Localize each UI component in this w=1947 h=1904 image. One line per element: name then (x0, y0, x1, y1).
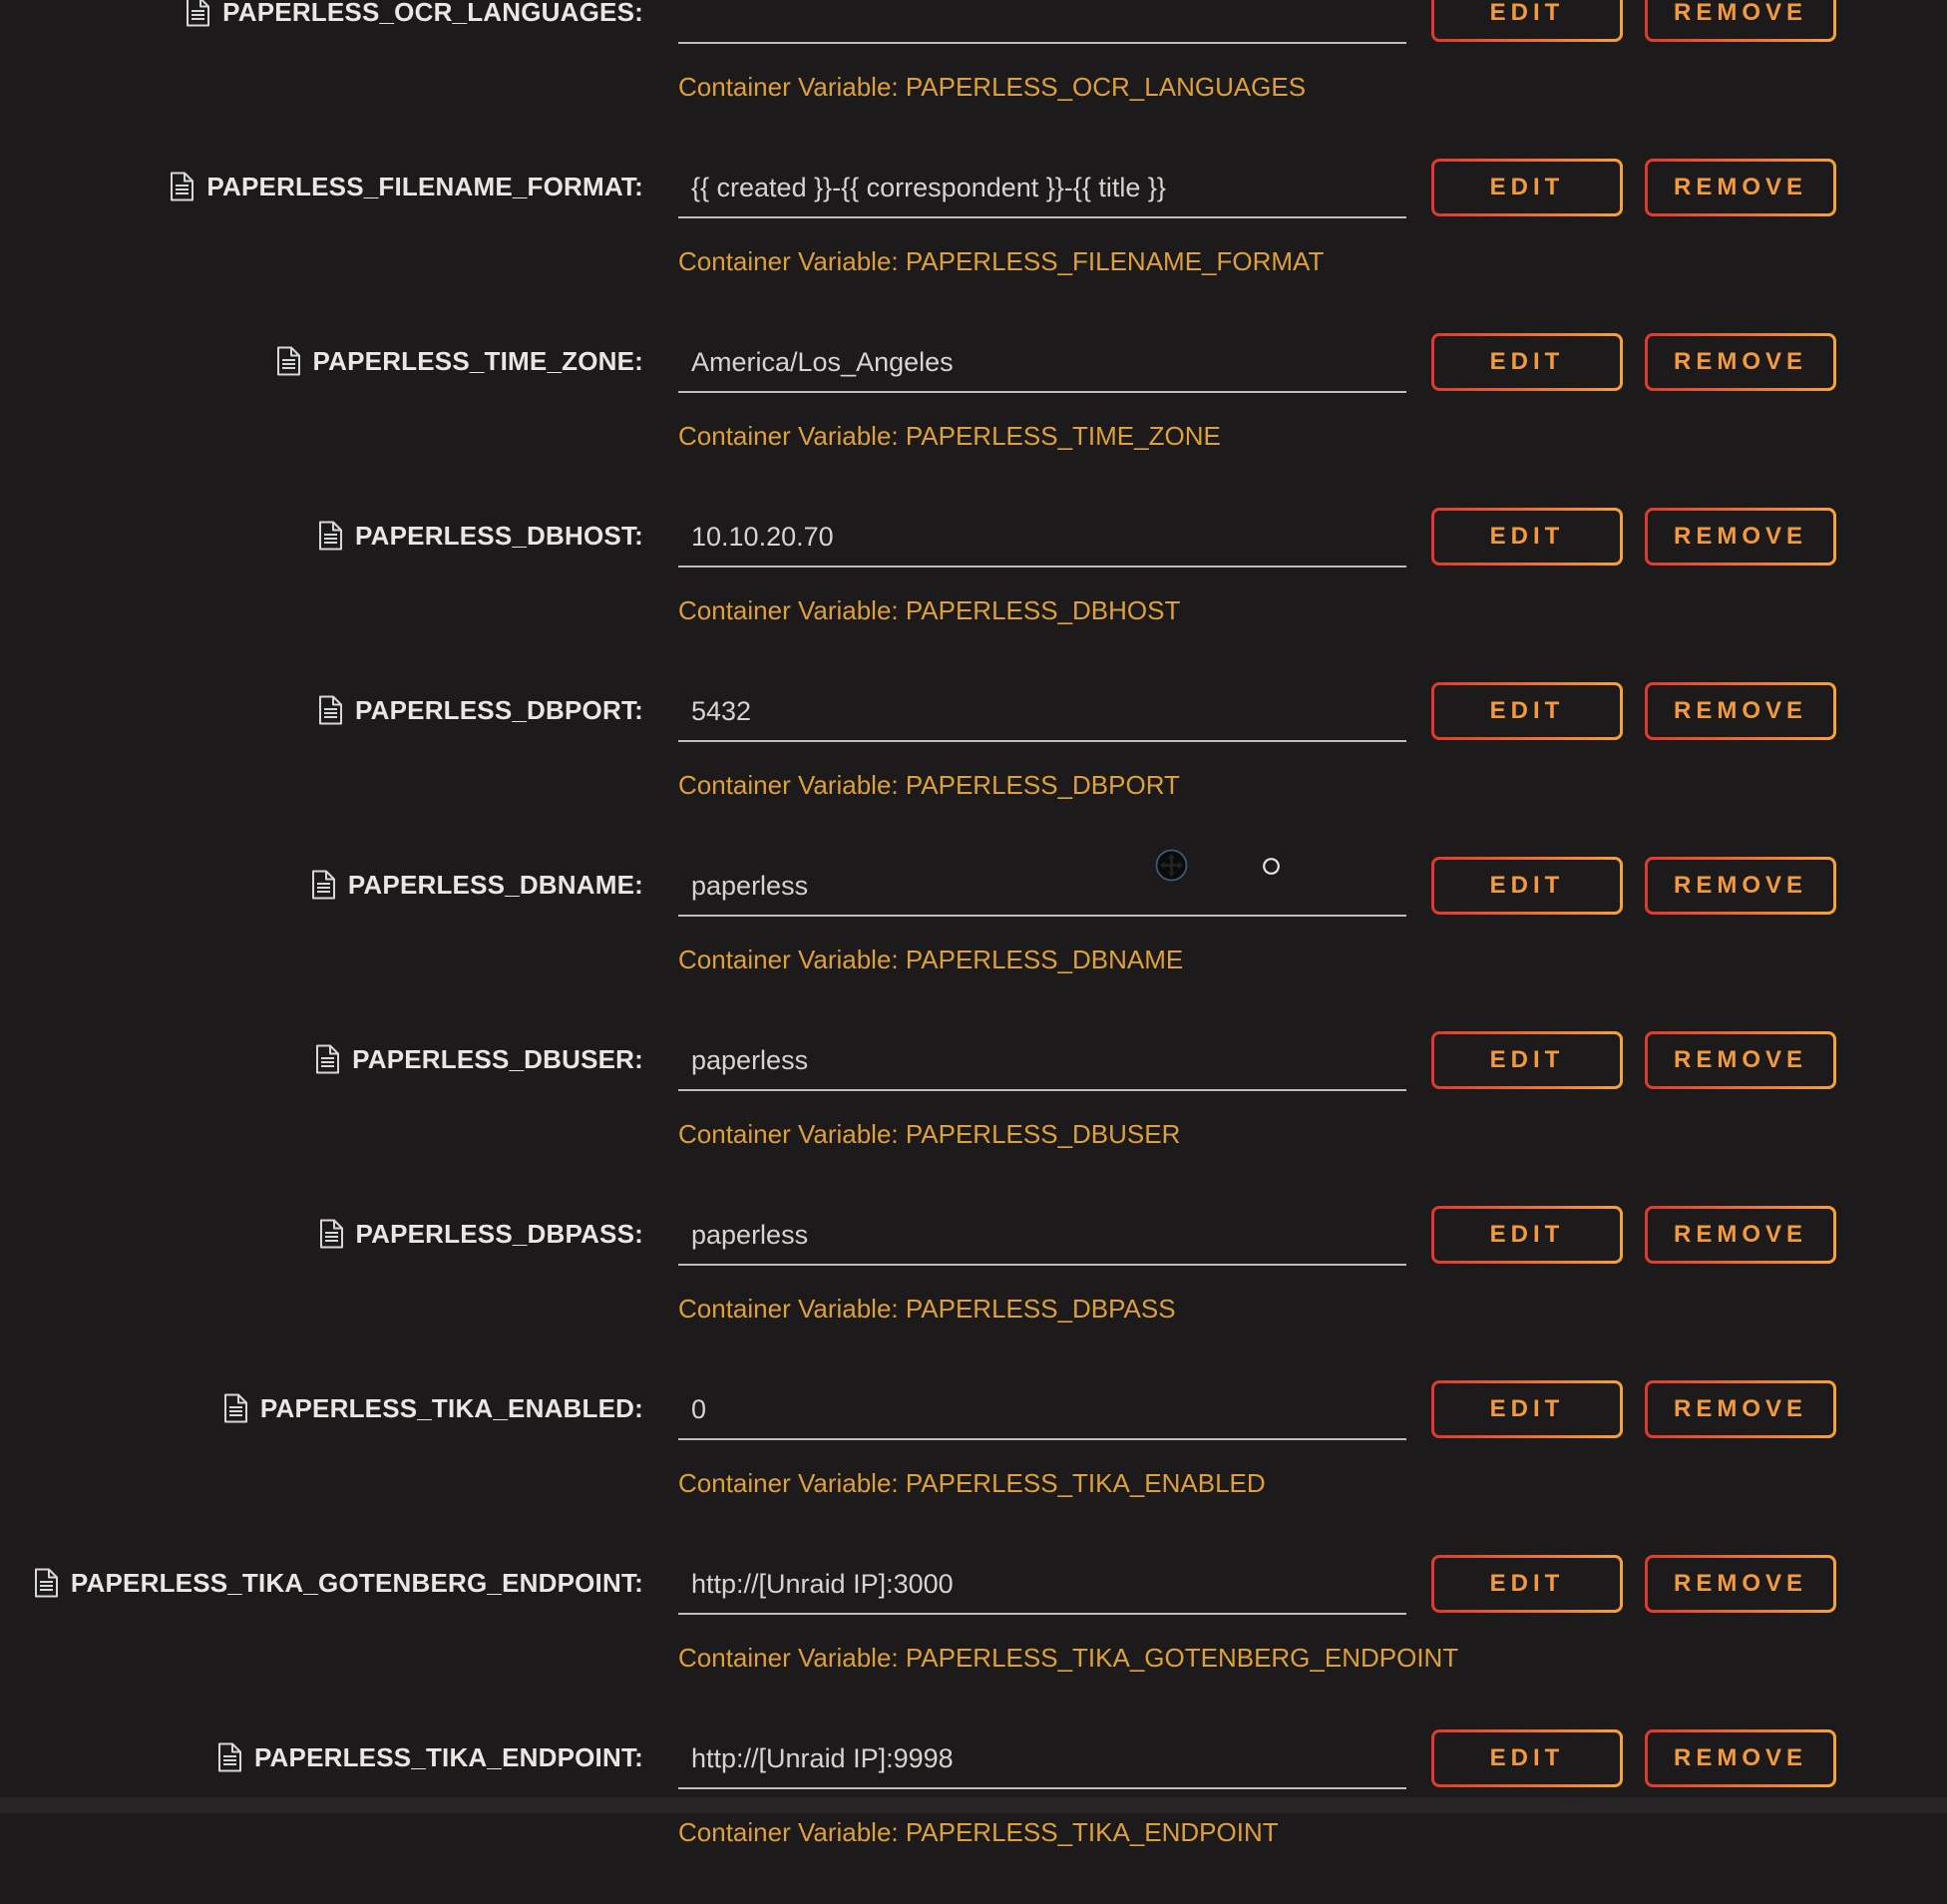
remove-button-label: REMOVE (1648, 162, 1833, 213)
env-var-value: http://[Unraid IP]:9998 (691, 1742, 954, 1773)
container-variable-helper: Container Variable: PAPERLESS_DBPASS (678, 1294, 1176, 1324)
env-var-value-field[interactable] (678, 333, 1406, 393)
edit-button[interactable] (1431, 1555, 1623, 1613)
file-text-icon (318, 695, 343, 725)
container-variable-helper: Container Variable: PAPERLESS_DBUSER (678, 1119, 1181, 1149)
container-variable-helper: Container Variable: PAPERLESS_DBPORT (678, 770, 1180, 800)
edit-button[interactable] (1431, 857, 1623, 915)
remove-button[interactable] (1645, 0, 1836, 42)
env-var-value: paperless (691, 1044, 809, 1075)
remove-button[interactable] (1645, 682, 1836, 740)
remove-button[interactable] (1645, 1555, 1836, 1613)
env-var-label-cell (0, 1031, 643, 1087)
env-var-value: 5432 (691, 695, 752, 726)
edit-button[interactable] (1431, 682, 1623, 740)
edit-button[interactable] (1431, 1729, 1623, 1787)
remove-button[interactable] (1645, 1206, 1836, 1264)
container-variable-helper: Container Variable: PAPERLESS_TIKA_ENABLED (678, 1468, 1266, 1498)
row-actions (1431, 159, 1836, 216)
env-var-label: PAPERLESS_TIME_ZONE: (312, 345, 643, 376)
env-var-label: PAPERLESS_TIKA_GOTENBERG_ENDPOINT: (70, 1567, 643, 1598)
env-var-label-cell (0, 159, 643, 214)
file-text-icon (315, 1044, 340, 1074)
env-var-label-cell (0, 1380, 643, 1436)
env-var-value-field[interactable] (678, 1380, 1406, 1440)
file-text-icon (170, 172, 195, 201)
env-var-row (0, 0, 1947, 159)
edit-button-label: EDIT (1434, 1383, 1620, 1435)
env-var-value-field[interactable] (678, 1206, 1406, 1266)
env-var-value-field[interactable] (678, 1031, 1406, 1091)
row-actions (1431, 333, 1836, 391)
remove-button[interactable] (1645, 1729, 1836, 1787)
row-actions (1431, 857, 1836, 915)
remove-button[interactable] (1645, 159, 1836, 216)
env-var-label-cell (0, 0, 643, 40)
edit-button[interactable] (1431, 1031, 1623, 1089)
env-var-value-field[interactable] (678, 1555, 1406, 1615)
env-var-row (0, 333, 1947, 508)
remove-button[interactable] (1645, 1380, 1836, 1438)
env-var-row (0, 1555, 1947, 1729)
file-text-icon (318, 521, 343, 551)
container-variable-helper: Container Variable: PAPERLESS_TIME_ZONE (678, 421, 1221, 451)
env-var-label: PAPERLESS_DBHOST: (355, 520, 643, 551)
remove-button-label: REMOVE (1648, 1034, 1833, 1086)
edit-button-label: EDIT (1434, 1034, 1620, 1086)
edit-button-label: EDIT (1434, 0, 1620, 39)
row-actions (1431, 0, 1836, 42)
file-text-icon (276, 346, 301, 376)
remove-button-label: REMOVE (1648, 860, 1833, 912)
row-actions (1431, 1555, 1836, 1613)
env-var-row (0, 1206, 1947, 1380)
env-var-row (0, 857, 1947, 1031)
file-text-icon (34, 1568, 59, 1598)
env-var-value: paperless (691, 1219, 809, 1250)
env-var-label-cell (0, 1555, 643, 1611)
env-var-label: PAPERLESS_DBUSER: (352, 1043, 643, 1074)
env-var-label: PAPERLESS_TIKA_ENDPOINT: (253, 1741, 643, 1772)
remove-button-label: REMOVE (1648, 0, 1833, 39)
env-var-label-cell (0, 857, 643, 913)
remove-button-label: REMOVE (1648, 685, 1833, 737)
edit-button-label: EDIT (1434, 162, 1620, 213)
container-variable-helper: Container Variable: PAPERLESS_DBHOST (678, 595, 1181, 625)
env-var-row (0, 1729, 1947, 1904)
edit-button-label: EDIT (1434, 1209, 1620, 1261)
circle-outline-icon (1262, 857, 1281, 881)
env-var-label: PAPERLESS_OCR_LANGUAGES: (222, 0, 643, 27)
env-var-value: http://[Unraid IP]:3000 (691, 1568, 954, 1599)
remove-button-label: REMOVE (1648, 1209, 1833, 1261)
file-text-icon (186, 0, 210, 27)
remove-button[interactable] (1645, 508, 1836, 566)
row-actions (1431, 1206, 1836, 1264)
env-var-value-field[interactable] (678, 0, 1406, 44)
env-var-value: 10.10.20.70 (691, 521, 834, 552)
env-var-value-field[interactable] (678, 682, 1406, 742)
edit-button[interactable] (1431, 333, 1623, 391)
env-var-row (0, 1380, 1947, 1555)
edit-button-label: EDIT (1434, 1732, 1620, 1784)
file-text-icon (311, 870, 336, 900)
edit-button-label: EDIT (1434, 860, 1620, 912)
edit-button[interactable] (1431, 1206, 1623, 1264)
row-actions (1431, 682, 1836, 740)
env-var-row (0, 508, 1947, 682)
env-var-label: PAPERLESS_FILENAME_FORMAT: (206, 171, 643, 201)
move-cursor-icon (1155, 849, 1188, 887)
env-var-label-cell (0, 682, 643, 738)
env-var-value: 0 (691, 1393, 707, 1424)
file-text-icon (319, 1219, 344, 1249)
edit-button[interactable] (1431, 0, 1623, 42)
env-var-label: PAPERLESS_DBPASS: (355, 1218, 643, 1249)
remove-button-label: REMOVE (1648, 1732, 1833, 1784)
env-var-value-field[interactable] (678, 1729, 1406, 1789)
env-var-row (0, 682, 1947, 857)
container-variable-helper: Container Variable: PAPERLESS_OCR_LANGUAGES (678, 72, 1307, 102)
env-var-row (0, 1031, 1947, 1206)
bottom-panel-edge (0, 1797, 1947, 1813)
edit-button-label: EDIT (1434, 685, 1620, 737)
edit-button[interactable] (1431, 159, 1623, 216)
env-var-value: paperless (691, 870, 809, 901)
edit-button[interactable] (1431, 508, 1623, 566)
env-var-row (0, 159, 1947, 333)
row-actions (1431, 1729, 1836, 1787)
edit-button-label: EDIT (1434, 511, 1620, 563)
container-variable-helper: Container Variable: PAPERLESS_DBNAME (678, 945, 1184, 974)
container-variable-helper: Container Variable: PAPERLESS_TIKA_ENDPOINT (678, 1817, 1279, 1847)
remove-button-label: REMOVE (1648, 336, 1833, 388)
remove-button-label: REMOVE (1648, 1383, 1833, 1435)
remove-button-label: REMOVE (1648, 511, 1833, 563)
remove-button[interactable] (1645, 333, 1836, 391)
env-var-label: PAPERLESS_TIKA_ENABLED: (259, 1392, 643, 1423)
file-text-icon (223, 1393, 248, 1423)
env-var-label-cell (0, 1729, 643, 1785)
row-actions (1431, 508, 1836, 566)
env-var-label: PAPERLESS_DBPORT: (355, 694, 643, 725)
env-var-label-cell (0, 333, 643, 389)
env-var-label-cell (0, 1206, 643, 1262)
edit-button[interactable] (1431, 1380, 1623, 1438)
env-var-value: America/Los_Angeles (691, 346, 954, 377)
container-variable-helper: Container Variable: PAPERLESS_FILENAME_FORMAT (678, 246, 1325, 276)
file-text-icon (217, 1742, 242, 1772)
env-var-label-cell (0, 508, 643, 564)
env-var-label: PAPERLESS_DBNAME: (347, 869, 643, 900)
row-actions (1431, 1380, 1836, 1438)
env-var-value-field[interactable] (678, 159, 1406, 218)
edit-button-label: EDIT (1434, 336, 1620, 388)
remove-button[interactable] (1645, 1031, 1836, 1089)
container-variable-helper: Container Variable: PAPERLESS_TIKA_GOTENBERG_ENDPOINT (678, 1643, 1459, 1673)
env-var-value: {{ created }}-{{ correspondent }}-{{ title }} (691, 172, 1166, 202)
remove-button[interactable] (1645, 857, 1836, 915)
env-var-value-field[interactable] (678, 508, 1406, 568)
remove-button-label: REMOVE (1648, 1558, 1833, 1610)
row-actions (1431, 1031, 1836, 1089)
edit-button-label: EDIT (1434, 1558, 1620, 1610)
env-var-value-field[interactable] (678, 857, 1406, 917)
